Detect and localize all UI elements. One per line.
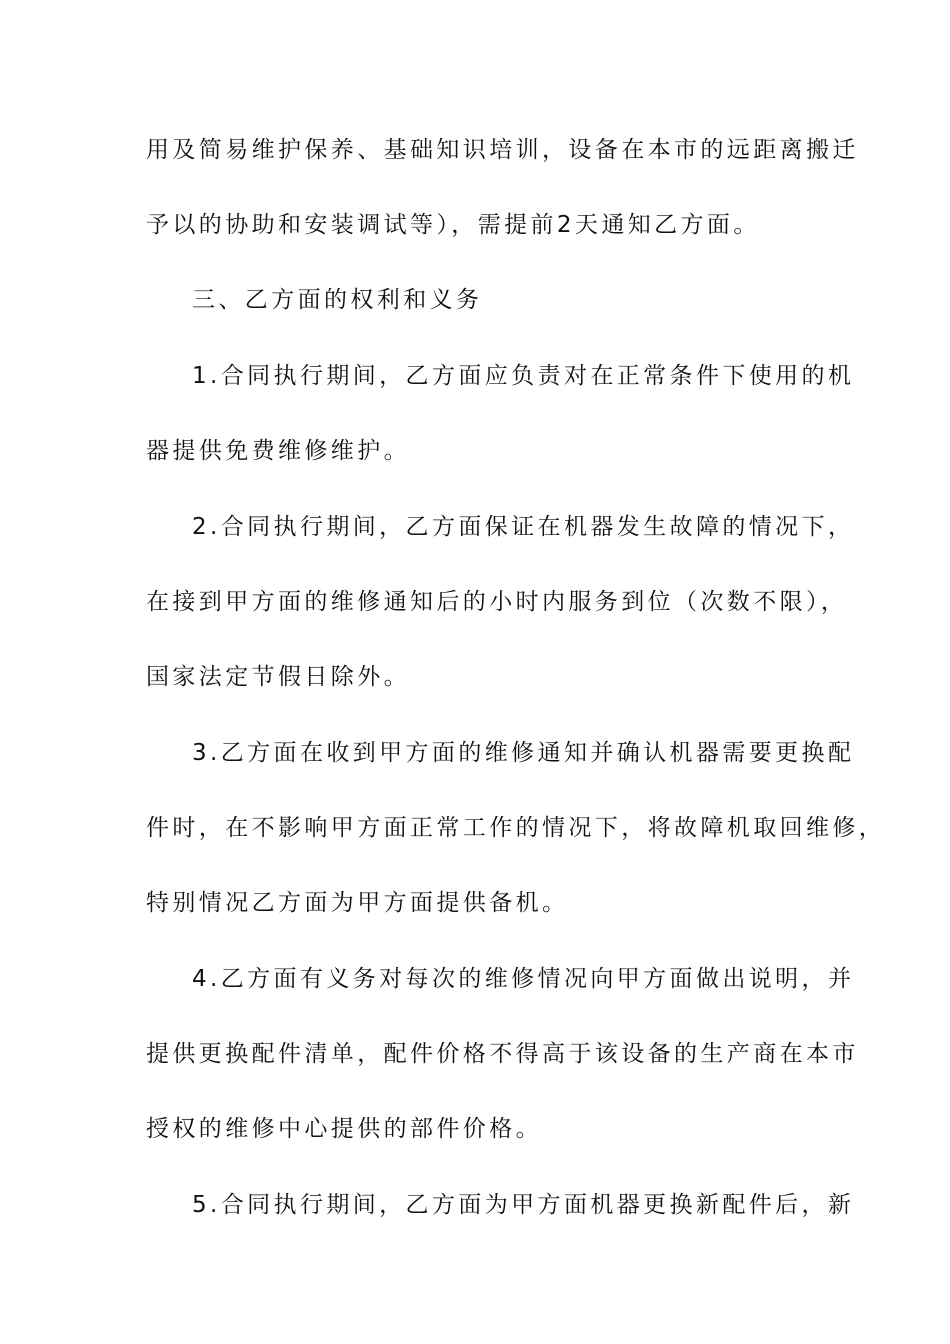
clause-2-line-3: 国家法定节假日除外。 [146,664,410,690]
clause-1-line-2: 器提供免费维修维护。 [146,438,410,464]
clause-3-line-2: 件时，在不影响甲方面正常工作的情况下，将故障机取回维修， [146,815,886,841]
clause-1-line-1: 1.合同执行期间，乙方面应负责对在正常条件下使用的机 [192,363,855,389]
clause-3-line-1: 3.乙方面在收到甲方面的维修通知并确认机器需要更换配 [192,740,855,766]
text-line-2: 予以的协助和安装调试等），需提前2天通知乙方面。 [146,212,760,238]
clause-2-line-2: 在接到甲方面的维修通知后的小时内服务到位（次数不限）， [146,589,848,615]
clause-4-line-3: 授权的维修中心提供的部件价格。 [146,1116,542,1142]
section-heading-3: 三、乙方面的权利和义务 [192,287,483,313]
clause-3-line-3: 特别情况乙方面为甲方面提供备机。 [146,890,569,916]
text-line-1: 用及简易维护保养、基础知识培训，设备在本市的远距离搬迁 [146,137,859,163]
clause-2-line-1: 2.合同执行期间，乙方面保证在机器发生故障的情况下， [192,514,855,540]
clause-4-line-1: 4.乙方面有义务对每次的维修情况向甲方面做出说明，并 [192,966,855,992]
clause-4-line-2: 提供更换配件清单，配件价格不得高于该设备的生产商在本市 [146,1041,859,1067]
clause-5-line-1: 5.合同执行期间，乙方面为甲方面机器更换新配件后，新 [192,1192,855,1218]
